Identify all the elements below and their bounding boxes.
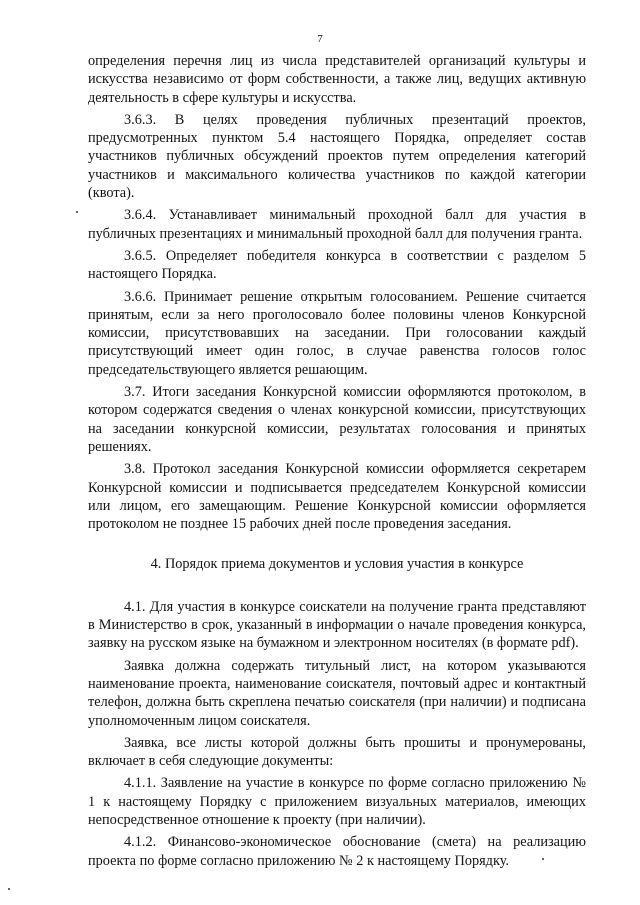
paragraph: 3.7. Итоги заседания Конкурсной комиссии оформляются протоколом, в котором содержатся сведения о членах конкурсной комиссии, присутствующих на заседании конкурсной комиссии, результатах голосования и принятых решениях.	[88, 384, 586, 455]
paragraph: Заявка, все листы которой должны быть прошиты и пронумерованы, включает в себя следующие документы:	[88, 734, 586, 770]
paragraph: 3.6.6. Принимает решение открытым голосованием. Решение считается принятым, если за него проголосовало более половины членов Конкурсной комиссии, присутствовавших на заседании. При голосовании каждый присутствующий имеет один голос, в случае равенства голосов голос председательствующего является решающим.	[88, 288, 586, 378]
scan-speck	[76, 211, 78, 213]
paragraph: 4.1. Для участия в конкурсе соискатели на получение гранта представляют в Министерство в срок, указанный в информации о начале проведения конкурса, заявку на русском языке на бумажном и электронном носителях (в формате pdf).	[88, 598, 586, 652]
scan-speck	[8, 888, 10, 890]
paragraph: 3.6.5. Определяет победителя конкурса в соответствии с разделом 5 настоящего Порядка.	[88, 247, 586, 283]
paragraph: 4.1.2. Финансово-экономическое обоснование (смета) на реализацию проекта по форме согласно приложению № 2 к настоящему Порядку.	[88, 834, 586, 869]
paragraph: 3.6.4. Устанавливает минимальный проходной балл для участия в публичных презентациях и минимальный проходной балл для получения гранта.	[88, 207, 586, 242]
paragraph: 3.6.3. В целях проведения публичных презентаций проектов, предусмотренных пунктом 5.4 настоящего Порядка, определяет состав участников публичных обсуждений проектов путем определения категорий участников и максимального количества участников по каждой категории (квота).	[88, 111, 586, 202]
section-heading: 4. Порядок приема документов и условия участия в конкурсе	[150, 556, 524, 573]
paragraph: 3.8. Протокол заседания Конкурсной комиссии оформляется секретарем Конкурсной комиссии и подписывается председателем Конкурсной комиссии или лицом, его замещающим. Решение Конкурсной комиссии оформляется протоколом не позднее 15 рабочих дней после проведения заседания.	[88, 461, 586, 533]
paragraph: Заявка должна содержать титульный лист, на котором указываются наименование проекта, наименование соискателя, почтовый адрес и контактный телефон, должна быть скреплена печатью соискателя (при наличии) и подписана уполномоченным лицом соискателя.	[88, 657, 586, 729]
paragraph: определения перечня лиц из числа представителей организаций культуры и искусства независимо от форм собственности, а также лиц, ведущих активную деятельность в сфере культуры и искусства.	[88, 53, 586, 106]
page-number: 7	[317, 33, 323, 45]
document-body	[88, 52, 586, 874]
paragraph: 4.1.1. Заявление на участие в конкурсе по форме согласно приложению № 1 к настоящему Порядку с приложением визуальных материалов, имеющих непосредственное отношение к проекту (при наличии).	[88, 775, 586, 828]
